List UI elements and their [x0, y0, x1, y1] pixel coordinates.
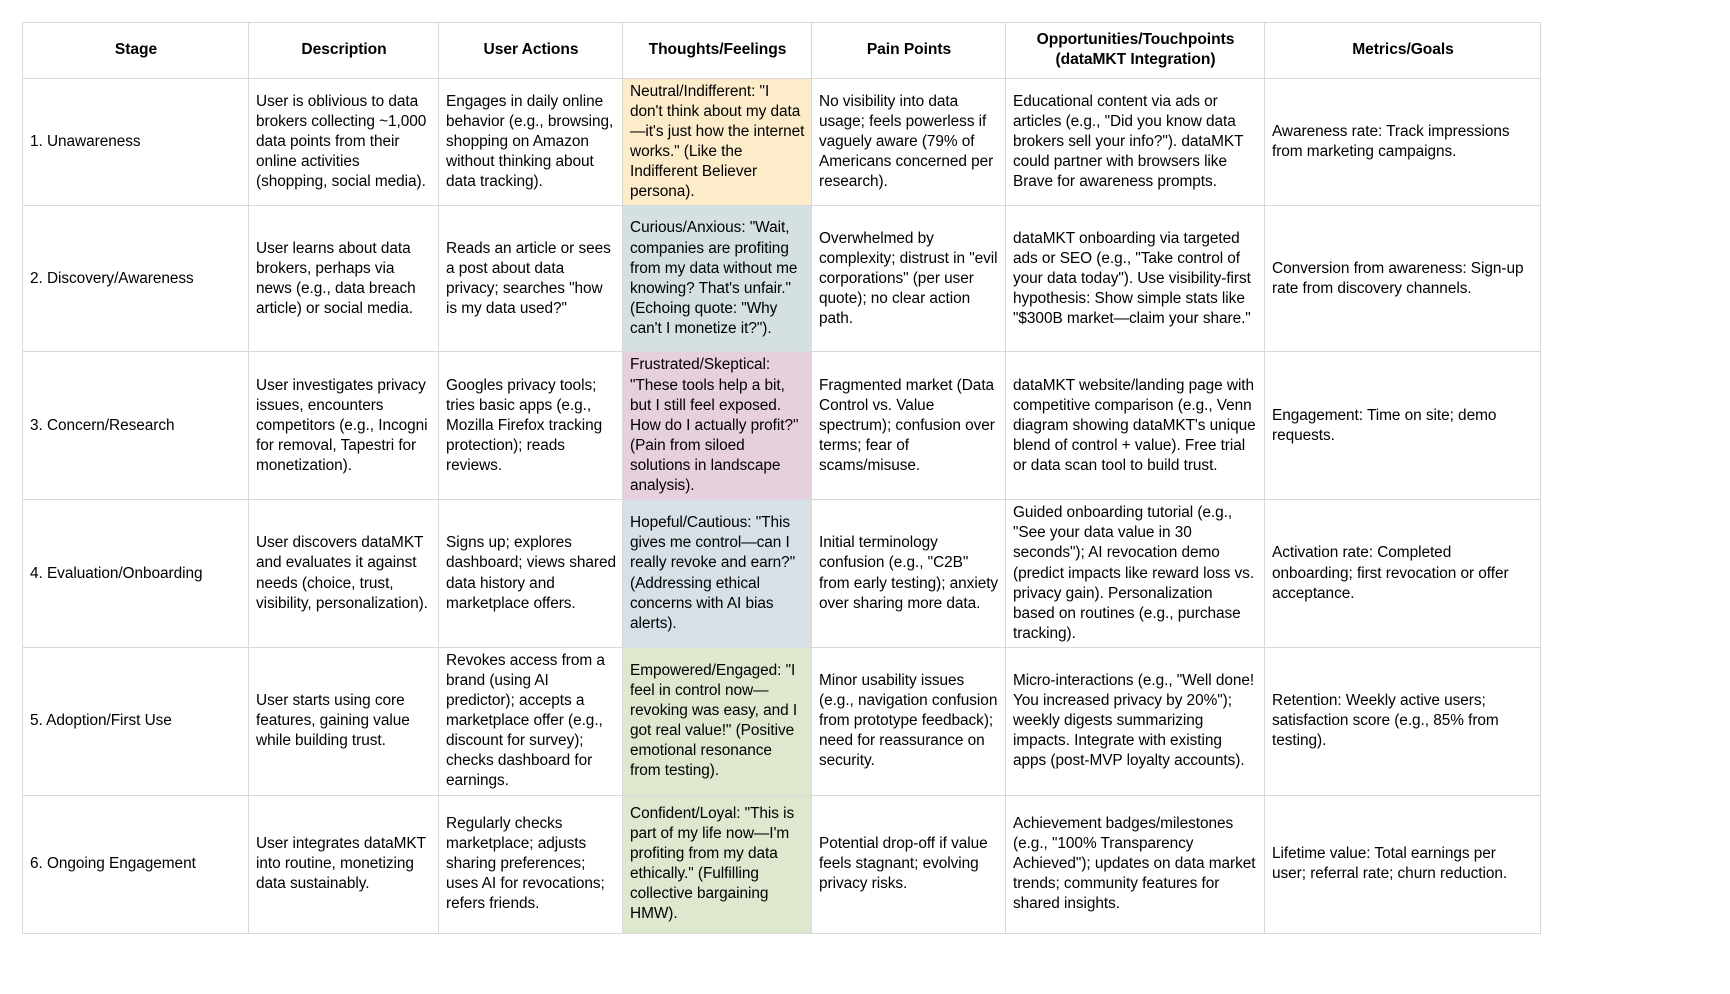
- cell-description: User starts using core features, gaining value while building trust.: [249, 647, 439, 795]
- cell-opportunities: Educational content via ads or articles (e.g., "Did you know data brokers sell your info?"). dataMKT could partner with browsers like Brave for awareness prompts.: [1006, 78, 1265, 206]
- cell-user-actions: Regularly checks marketplace; adjusts sharing preferences; uses AI for revocations; refers friends.: [439, 795, 623, 933]
- cell-pain-points: No visibility into data usage; feels powerless if vaguely aware (79% of Americans concerned per research).: [812, 78, 1006, 206]
- cell-user-actions: Googles privacy tools; tries basic apps (e.g., Mozilla Firefox tracking protection); reads reviews.: [439, 352, 623, 500]
- cell-user-actions: Engages in daily online behavior (e.g., browsing, shopping on Amazon without thinking about data tracking).: [439, 78, 623, 206]
- cell-metrics-goals: Lifetime value: Total earnings per user; referral rate; churn reduction.: [1265, 795, 1541, 933]
- cell-pain-points: Overwhelmed by complexity; distrust in "evil corporations" (per user quote); no clear action path.: [812, 206, 1006, 352]
- cell-description: User integrates dataMKT into routine, monetizing data sustainably.: [249, 795, 439, 933]
- table-row: [23, 352, 1541, 500]
- table-row: [23, 78, 1541, 206]
- cell-metrics-goals: Retention: Weekly active users; satisfaction score (e.g., 85% from testing).: [1265, 647, 1541, 795]
- column-header-metrics-goals: Metrics/Goals: [1265, 23, 1541, 79]
- cell-description: User is oblivious to data brokers collecting ~1,000 data points from their online activities (shopping, social media).: [249, 78, 439, 206]
- column-header-opportunities-line2: (dataMKT Integration): [1055, 51, 1216, 69]
- cell-user-actions: Signs up; explores dashboard; views shared data history and marketplace offers.: [439, 500, 623, 648]
- column-header-opportunities-line1: Opportunities/Touchpoints: [1036, 31, 1235, 48]
- cell-pain-points: Fragmented market (Data Control vs. Value spectrum); confusion over terms; fear of scams/misuse.: [812, 352, 1006, 500]
- column-header-description: Description: [249, 23, 439, 79]
- cell-thoughts-feelings: Neutral/Indifferent: "I don't think about my data—it's just how the internet works." (Like the Indifferent Believer persona).: [623, 78, 812, 206]
- cell-stage: 3. Concern/Research: [23, 352, 249, 500]
- cell-opportunities: Achievement badges/milestones (e.g., "100% Transparency Achieved"); updates on data market trends; community features for shared insights.: [1006, 795, 1265, 933]
- table-row: [23, 500, 1541, 648]
- cell-description: User discovers dataMKT and evaluates it against needs (choice, trust, visibility, personalization).: [249, 500, 439, 648]
- table-body: [23, 78, 1541, 933]
- cell-description: User investigates privacy issues, encounters competitors (e.g., Incogni for removal, Tapestri for monetization).: [249, 352, 439, 500]
- column-header-pain-points: Pain Points: [812, 23, 1006, 79]
- cell-pain-points: Minor usability issues (e.g., navigation confusion from prototype feedback); need for reassurance on security.: [812, 647, 1006, 795]
- cell-pain-points: Initial terminology confusion (e.g., "C2B" from early testing); anxiety over sharing more data.: [812, 500, 1006, 648]
- cell-thoughts-feelings: Empowered/Engaged: "I feel in control now—revoking was easy, and I got real value!" (Positive emotional resonance from testing).: [623, 647, 812, 795]
- cell-thoughts-feelings: Frustrated/Skeptical: "These tools help a bit, but I still feel exposed. How do I actually profit?" (Pain from siloed solutions in landscape analysis).: [623, 352, 812, 500]
- cell-pain-points: Potential drop-off if value feels stagnant; evolving privacy risks.: [812, 795, 1006, 933]
- table-row: [23, 206, 1541, 352]
- cell-metrics-goals: Awareness rate: Track impressions from marketing campaigns.: [1265, 78, 1541, 206]
- journey-table-sheet: [22, 22, 1540, 934]
- cell-stage: 5. Adoption/First Use: [23, 647, 249, 795]
- cell-user-actions: Reads an article or sees a post about data privacy; searches "how is my data used?": [439, 206, 623, 352]
- table-row: [23, 795, 1541, 933]
- table-row: [23, 647, 1541, 795]
- cell-thoughts-feelings: Confident/Loyal: "This is part of my life now—I'm profiting from my data ethically." (Fulfilling collective bargaining HMW).: [623, 795, 812, 933]
- column-header-thoughts-feelings: Thoughts/Feelings: [623, 23, 812, 79]
- cell-stage: 1. Unawareness: [23, 78, 249, 206]
- cell-thoughts-feelings: Hopeful/Cautious: "This gives me control—can I really revoke and earn?" (Addressing ethical concerns with AI bias alerts).: [623, 500, 812, 648]
- column-header-opportunities: [1006, 23, 1265, 79]
- cell-opportunities: Guided onboarding tutorial (e.g., "See your data value in 30 seconds"); AI revocation demo (predict impacts like reward loss vs. privacy gain). Personalization based on routines (e.g., purchase tracking).: [1006, 500, 1265, 648]
- column-header-user-actions: User Actions: [439, 23, 623, 79]
- cell-user-actions: Revokes access from a brand (using AI predictor); accepts a marketplace offer (e.g., discount for survey); checks dashboard for earnings.: [439, 647, 623, 795]
- cell-stage: 4. Evaluation/Onboarding: [23, 500, 249, 648]
- cell-opportunities: dataMKT onboarding via targeted ads or SEO (e.g., "Take control of your data today"). Use visibility-first hypothesis: Show simple stats like "$300B market—claim your share.": [1006, 206, 1265, 352]
- table-header: [23, 23, 1541, 79]
- column-header-stage: Stage: [23, 23, 249, 79]
- cell-description: User learns about data brokers, perhaps via news (e.g., data breach article) or social media.: [249, 206, 439, 352]
- cell-opportunities: dataMKT website/landing page with competitive comparison (e.g., Venn diagram showing dataMKT's unique blend of control + value). Free trial or data scan tool to build trust.: [1006, 352, 1265, 500]
- cell-thoughts-feelings: Curious/Anxious: "Wait, companies are profiting from my data without me knowing? That's unfair." (Echoing quote: "Why can't I monetize it?").: [623, 206, 812, 352]
- cell-metrics-goals: Conversion from awareness: Sign-up rate from discovery channels.: [1265, 206, 1541, 352]
- cell-stage: 2. Discovery/Awareness: [23, 206, 249, 352]
- user-journey-table: [22, 22, 1541, 934]
- cell-metrics-goals: Engagement: Time on site; demo requests.: [1265, 352, 1541, 500]
- cell-metrics-goals: Activation rate: Completed onboarding; first revocation or offer acceptance.: [1265, 500, 1541, 648]
- cell-opportunities: Micro-interactions (e.g., "Well done! You increased privacy by 20%"); weekly digests summarizing impacts. Integrate with existing apps (post-MVP loyalty accounts).: [1006, 647, 1265, 795]
- header-row: [23, 23, 1541, 79]
- cell-stage: 6. Ongoing Engagement: [23, 795, 249, 933]
